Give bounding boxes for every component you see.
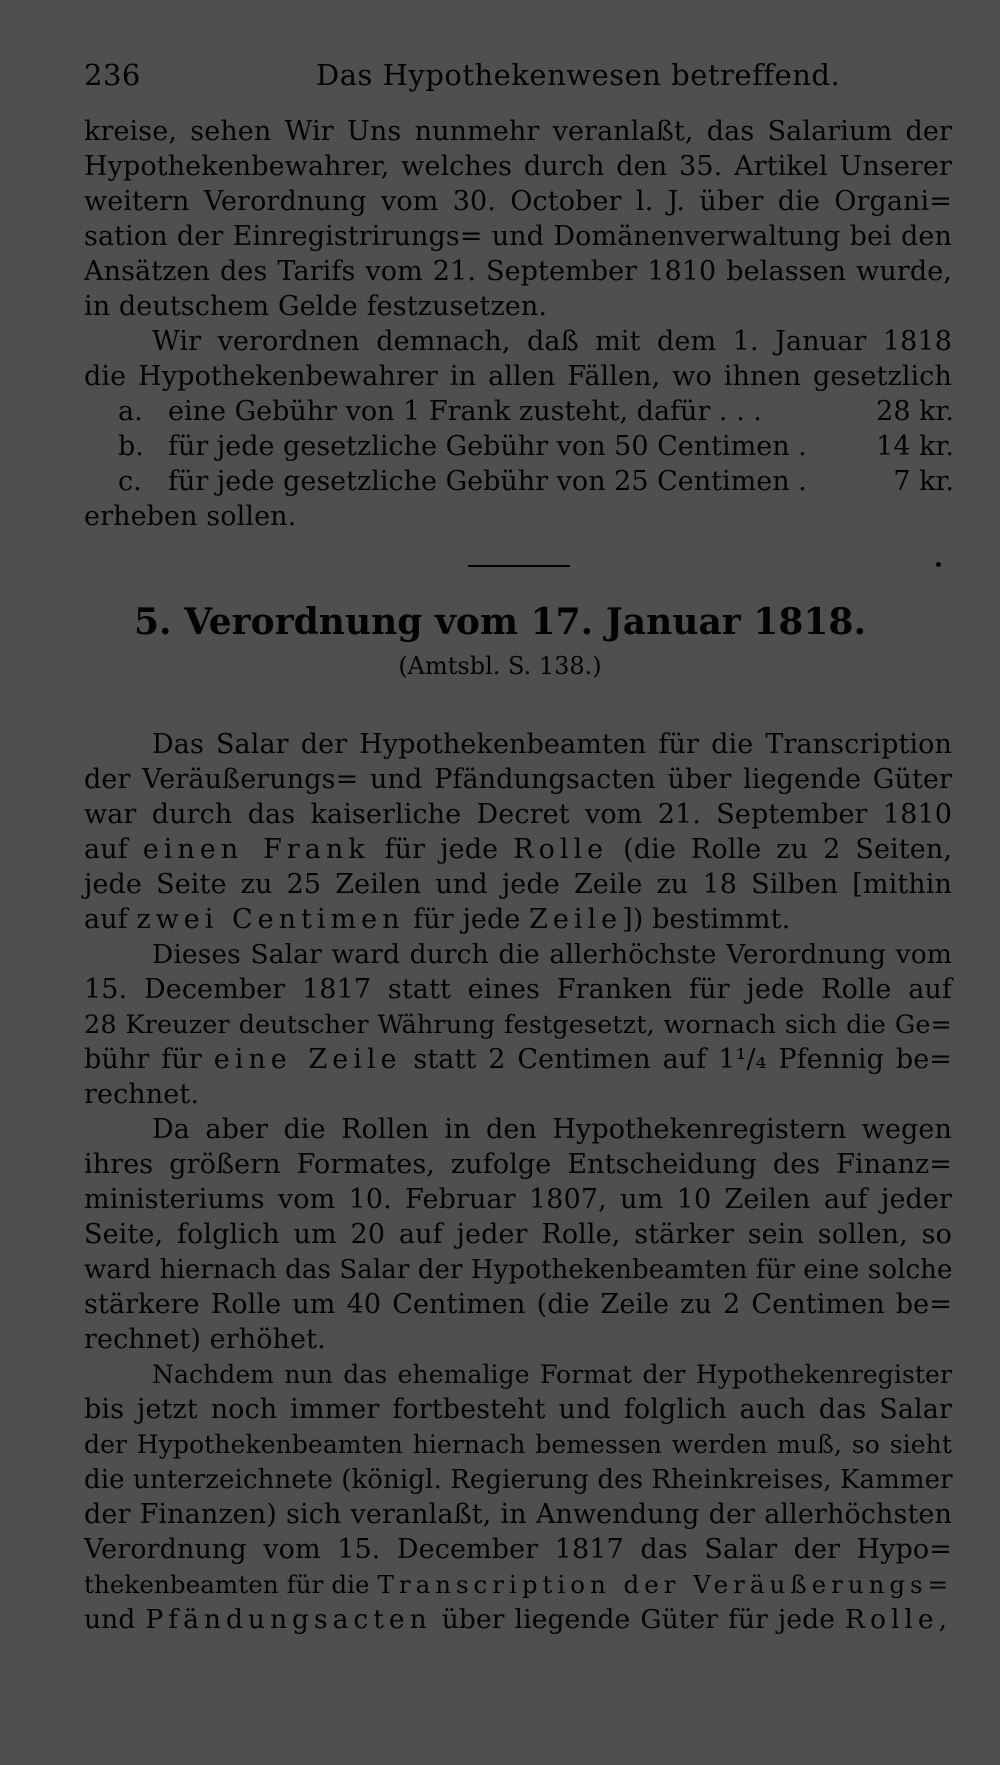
text-fragment: auf (84, 904, 128, 935)
section-title: Verordnung vom 17. Januar 1818. (184, 601, 866, 643)
text-line: rechnet. (84, 1079, 199, 1110)
text-line: ihres größern Formates, zufolge Entscheidung des Finanz= (84, 1149, 952, 1180)
section-divider (468, 565, 570, 567)
spaced-text: einen Frank (142, 834, 370, 865)
text-line: jede Seite zu 25 Zeilen und jede Zeile zu 18 Silben [mithin (84, 869, 952, 900)
text-line: Dieses Salar ward durch die allerhöchste Verordnung vom (152, 939, 952, 970)
text-line: der Hypothekenbeamten hiernach bemessen werden muß, so sieht (84, 1430, 952, 1459)
text-fragment: für jede (413, 904, 521, 935)
spaced-text: Rolle, (845, 1604, 952, 1635)
text-fragment: ]) bestimmt. (622, 904, 791, 935)
fee-item-text: für jede gesetzliche Gebühr von 50 Centimen . (168, 431, 807, 462)
text-fragment: (die Rolle zu 2 Seiten, (623, 834, 952, 865)
text-line: weitern Verordnung vom 30. October l. J. über die Organi= (84, 186, 952, 217)
spaced-text: Zeile (529, 904, 623, 935)
text-fragment: und (84, 1604, 136, 1635)
text-line: der Finanzen) sich veranlaßt, in Anwendung der allerhöchsten (84, 1499, 952, 1530)
section-source: (Amtsbl. S. 138.) (398, 652, 602, 680)
text-fragment: auf (84, 834, 128, 865)
text-line: der Veräußerungs= und Pfändungsacten über liegende Güter (84, 764, 952, 795)
text-line: kreise, sehen Wir Uns nunmehr veranlaßt, das Salarium der (84, 116, 952, 147)
text-line: stärkere Rolle um 40 Centimen (die Zeile zu 2 Centimen be= (84, 1289, 952, 1320)
text-line: ministeriums vom 10. Februar 1807, um 10 Zeilen auf jeder (84, 1184, 952, 1215)
section-heading (0, 597, 1000, 647)
spaced-text: Pfändungsacten (145, 1604, 432, 1635)
text-fragment: bühr für (84, 1044, 202, 1075)
text-line: Wir verordnen demnach, daß mit dem 1. Januar 1818 (152, 326, 952, 357)
page-number: 236 (84, 58, 141, 92)
fee-item-label: c. (118, 466, 142, 497)
text-line: Da aber die Rollen in den Hypothekenregistern wegen (152, 1114, 952, 1145)
fee-item-amount: 14 kr. (876, 431, 954, 462)
text-line (84, 830, 952, 870)
text-line: rechnet) erhöhet. (84, 1324, 326, 1355)
text-line: erheben sollen. (84, 501, 297, 532)
text-fragment: statt 2 Centimen auf 1¹/₄ Pfennig be= (413, 1044, 953, 1075)
text-line (84, 900, 952, 940)
text-line: sation der Einregistrirungs= und Domänenverwaltung bei den (84, 221, 952, 252)
fee-item (118, 462, 838, 502)
text-fragment: thekenbeamten für die (84, 1570, 370, 1599)
spaced-text: Transcription der Veräußerungs= (377, 1570, 954, 1599)
text-line: 15. December 1817 statt eines Franken für jede Rolle auf (84, 974, 952, 1005)
fee-item-text: für jede gesetzliche Gebühr von 25 Centimen . (168, 466, 807, 497)
text-line: bis jetzt noch immer fortbesteht und folglich auch das Salar (84, 1394, 952, 1425)
fee-item-label: a. (118, 396, 143, 427)
text-line: Das Salar der Hypothekenbeamten für die Transcription (152, 729, 952, 760)
text-fragment: über liegende Güter für jede (441, 1604, 835, 1635)
text-line: 28 Kreuzer deutscher Währung festgesetzt, wornach sich die Ge= (84, 1010, 952, 1040)
spaced-text: eine Zeile (213, 1044, 402, 1075)
page-header (84, 58, 964, 98)
text-line: Seite, folglich um 20 auf jeder Rolle, stärker sein sollen, so (84, 1219, 952, 1250)
text-line: in deutschem Gelde festzusetzen. (84, 291, 548, 322)
text-line (84, 1600, 952, 1640)
fee-item-amount: 28 kr. (876, 396, 954, 427)
fee-item (118, 392, 838, 432)
text-line: Ansätzen des Tarifs vom 21. September 1810 belassen wurde, (84, 256, 952, 287)
text-line: ward hiernach das Salar der Hypothekenbeamten für eine solche (84, 1255, 953, 1285)
text-line: Hypothekenbewahrer, welches durch den 35. Artikel Unserer (84, 151, 952, 182)
text-line: war durch das kaiserliche Decret vom 21. September 1810 (84, 799, 952, 830)
fee-item (118, 427, 838, 467)
text-line: die Hypothekenbewahrer in allen Fällen, wo ihnen gesetzlich (84, 361, 952, 392)
text-line: die unterzeichnete (königl. Regierung des Rheinkreises, Kammer (84, 1465, 953, 1495)
text-line (84, 1565, 952, 1605)
fee-item-amount: 7 kr. (893, 466, 954, 497)
spaced-text: Rolle (513, 834, 609, 865)
section-number: 5. (134, 601, 172, 643)
text-line (84, 1040, 952, 1080)
fee-item-label: b. (118, 431, 144, 462)
spaced-text: zwei Centimen (136, 904, 405, 935)
text-fragment: für jede (384, 834, 499, 865)
text-line: Verordnung vom 15. December 1817 das Salar der Hypo= (84, 1534, 952, 1565)
text-line: Nachdem nun das ehemalige Format der Hypothekenregister (152, 1360, 952, 1389)
fee-item-text: eine Gebühr von 1 Frank zusteht, dafür . . . (168, 396, 762, 427)
running-title: Das Hypothekenwesen betreffend. (316, 58, 841, 92)
print-speck (936, 562, 941, 567)
